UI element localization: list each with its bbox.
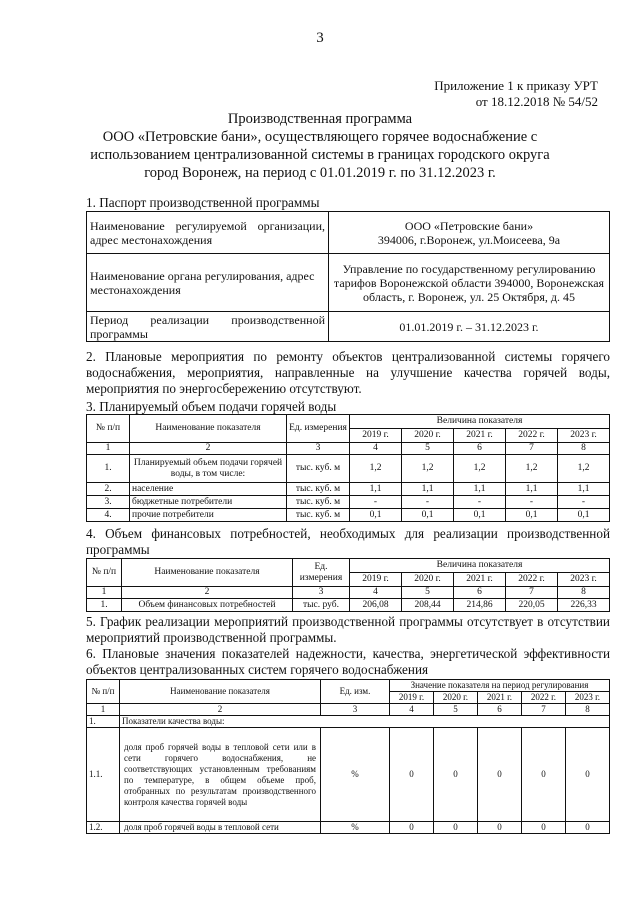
row-num: 1. <box>87 599 122 612</box>
column-number: 4 <box>350 587 402 599</box>
header-unit: Ед. измерения <box>293 559 350 587</box>
header-year: 2021 г. <box>477 692 521 704</box>
row-value: 0,1 <box>454 509 506 522</box>
row-unit: тыс. куб. м <box>287 509 350 522</box>
row-value: 1,1 <box>350 483 402 496</box>
column-number: 3 <box>321 704 390 716</box>
column-number: 4 <box>390 704 434 716</box>
header-num: № п/п <box>87 415 130 443</box>
appendix-reference <box>434 78 598 110</box>
row-num: 3. <box>87 496 130 509</box>
row-value: - <box>350 496 402 509</box>
title-line-4: город Воронеж, на период с 01.01.2019 г. по 31.12.2023 г. <box>144 165 496 181</box>
row-value: 1,1 <box>454 483 506 496</box>
header-group: Величина показателя <box>350 415 610 429</box>
column-number: 6 <box>454 443 506 455</box>
row-value: 0,1 <box>506 509 558 522</box>
header-year: 2023 г. <box>558 573 610 587</box>
header-year: 2022 г. <box>506 429 558 443</box>
title-line-1: Производственная программа <box>227 111 413 127</box>
table-header-row <box>87 559 610 573</box>
section-5-text: 5. График реализации мероприятий производственной программы отсутствует в отсутствии мероприятий производственной программы. <box>86 614 610 645</box>
row-value: 1,1 <box>558 483 610 496</box>
column-number: 8 <box>558 587 610 599</box>
section-4-heading: 4. Объем финансовых потребностей, необходимых для реализации производственной программы <box>86 526 610 557</box>
row-value: 206,08 <box>350 599 402 612</box>
row-num: 1.2. <box>87 822 120 834</box>
row-value: 1,1 <box>506 483 558 496</box>
header-year: 2023 г. <box>558 429 610 443</box>
row-value: 1,2 <box>350 455 402 483</box>
passport-value: 01.01.2019 г. – 31.12.2023 г. <box>329 312 610 342</box>
header-year: 2021 г. <box>454 573 506 587</box>
header-year: 2020 г. <box>402 573 454 587</box>
row-name: Планируемый объем подачи горячей воды, в том числе: <box>130 455 287 483</box>
row-value: 0 <box>565 822 609 834</box>
page-number: 3 <box>316 30 324 46</box>
table-row <box>87 455 610 483</box>
table-row <box>87 822 610 834</box>
section-1-heading: 1. Паспорт производственной программы <box>86 195 320 210</box>
row-value: - <box>454 496 506 509</box>
row-value: 1,2 <box>558 455 610 483</box>
table-header-row <box>87 415 610 429</box>
column-number: 3 <box>293 587 350 599</box>
row-value: 0 <box>565 728 609 822</box>
row-value: 208,44 <box>402 599 454 612</box>
row-value: 220,05 <box>506 599 558 612</box>
table-row <box>87 496 610 509</box>
row-value: 0 <box>390 728 434 822</box>
column-number: 6 <box>477 704 521 716</box>
column-number: 5 <box>402 587 454 599</box>
table-group-row <box>87 716 610 728</box>
appendix-line-2: от 18.12.2018 № 54/52 <box>475 94 598 109</box>
header-name: Наименование показателя <box>122 559 293 587</box>
row-value: 0 <box>477 728 521 822</box>
header-unit: Ед. изм. <box>321 680 390 704</box>
row-unit: тыс. руб. <box>293 599 350 612</box>
column-number: 8 <box>558 443 610 455</box>
section-3-heading: 3. Планируемый объем подачи горячей воды <box>86 399 337 414</box>
row-name: доля проб горячей воды в тепловой сети <box>120 822 321 834</box>
group-name: Показатели качества воды: <box>120 716 610 728</box>
header-year: 2021 г. <box>454 429 506 443</box>
column-number: 8 <box>565 704 609 716</box>
row-num: 2. <box>87 483 130 496</box>
column-number: 2 <box>130 443 287 455</box>
row-unit: тыс. куб. м <box>287 455 350 483</box>
row-value: 0,1 <box>350 509 402 522</box>
header-year: 2019 г. <box>350 573 402 587</box>
row-value: - <box>558 496 610 509</box>
column-number: 5 <box>433 704 477 716</box>
table-row <box>87 599 610 612</box>
column-number: 7 <box>521 704 565 716</box>
header-group: Значение показателя на период регулирования <box>390 680 610 692</box>
row-name: население <box>130 483 287 496</box>
header-num: № п/п <box>87 680 120 704</box>
table-row <box>87 483 610 496</box>
row-value: - <box>402 496 454 509</box>
row-value: 214,86 <box>454 599 506 612</box>
column-number-row <box>87 443 610 455</box>
row-value: 0 <box>477 822 521 834</box>
column-number: 5 <box>402 443 454 455</box>
passport-org-address: 394006, г.Воронеж, ул.Моисеева, 9а <box>377 232 561 247</box>
column-number: 7 <box>506 587 558 599</box>
document-title <box>60 110 580 182</box>
header-year: 2022 г. <box>521 692 565 704</box>
passport-value <box>329 212 610 254</box>
column-number: 1 <box>87 443 130 455</box>
header-year: 2023 г. <box>565 692 609 704</box>
table-row <box>87 312 610 342</box>
supply-volume-table <box>86 414 610 522</box>
row-value: 0 <box>433 822 477 834</box>
passport-org-name: ООО «Петровские бани» <box>404 218 534 233</box>
header-year: 2020 г. <box>433 692 477 704</box>
table-row <box>87 509 610 522</box>
header-year: 2019 г. <box>390 692 434 704</box>
passport-label: Наименование органа регулирования, адрес местонахождения <box>87 254 329 312</box>
title-line-2: ООО «Петровские бани», осуществляющего горячее водоснабжение с <box>102 129 538 145</box>
row-name: прочие потребители <box>130 509 287 522</box>
row-value: 1,1 <box>402 483 454 496</box>
column-number: 2 <box>122 587 293 599</box>
row-name: доля проб горячей воды в тепловой сети или в сети горячего водоснабжения, не соответствующих установленным требованиям по температуре, в общем объеме проб, отобранных по результатам производственного контроля качества горячей воды <box>120 728 321 822</box>
header-name: Наименование показателя <box>130 415 287 443</box>
title-line-3: использованием централизованной системы в границах городского округа <box>90 147 550 163</box>
header-year: 2022 г. <box>506 573 558 587</box>
column-number: 3 <box>287 443 350 455</box>
row-unit: % <box>321 728 390 822</box>
row-value: - <box>506 496 558 509</box>
column-number: 2 <box>120 704 321 716</box>
row-name: Объем финансовых потребностей <box>122 599 293 612</box>
passport-table <box>86 211 610 342</box>
row-unit: % <box>321 822 390 834</box>
column-number: 4 <box>350 443 402 455</box>
appendix-line-1: Приложение 1 к приказу УРТ <box>434 78 598 93</box>
column-number: 1 <box>87 704 120 716</box>
row-value: 1,2 <box>454 455 506 483</box>
group-num: 1. <box>87 716 120 728</box>
row-value: 1,2 <box>402 455 454 483</box>
row-name: бюджетные потребители <box>130 496 287 509</box>
header-unit: Ед. измерения <box>287 415 350 443</box>
header-num: № п/п <box>87 559 122 587</box>
row-num: 4. <box>87 509 130 522</box>
row-unit: тыс. куб. м <box>287 496 350 509</box>
header-name: Наименование показателя <box>120 680 321 704</box>
row-value: 0 <box>521 728 565 822</box>
table-row <box>87 212 610 254</box>
passport-label: Наименование регулируемой организации, адрес местонахождения <box>87 212 329 254</box>
row-unit: тыс. куб. м <box>287 483 350 496</box>
row-num: 1. <box>87 455 130 483</box>
row-num: 1.1. <box>87 728 120 822</box>
table-row <box>87 728 610 822</box>
row-value: 0 <box>433 728 477 822</box>
table-row <box>87 254 610 312</box>
row-value: 1,2 <box>506 455 558 483</box>
row-value: 0,1 <box>558 509 610 522</box>
table-header-row <box>87 680 610 692</box>
financial-needs-table <box>86 558 610 612</box>
row-value: 0,1 <box>402 509 454 522</box>
column-number: 1 <box>87 587 122 599</box>
passport-label: Период реализации производственной программы <box>87 312 329 342</box>
passport-value: Управление по государственному регулированию тарифов Воронежской области 394000, Воронежская область, г. Воронеж, ул. 25 Октября, д. 45 <box>329 254 610 312</box>
column-number: 6 <box>454 587 506 599</box>
row-value: 0 <box>390 822 434 834</box>
quality-indicators-table <box>86 679 610 834</box>
header-group: Величина показателя <box>350 559 610 573</box>
column-number: 7 <box>506 443 558 455</box>
column-number-row <box>87 704 610 716</box>
row-value: 0 <box>521 822 565 834</box>
section-6-heading: 6. Плановые значения показателей надежности, качества, энергетической эффективности объектов централизованных систем горячего водоснабжения <box>86 646 610 677</box>
header-year: 2020 г. <box>402 429 454 443</box>
column-number-row <box>87 587 610 599</box>
section-2-text: 2. Плановые мероприятия по ремонту объектов централизованной системы горячего водоснабжения, мероприятия, направленные на улучшение качества горячей воды, мероприятия по энергосбережению отсутствуют. <box>86 349 610 396</box>
row-value: 226,33 <box>558 599 610 612</box>
header-year: 2019 г. <box>350 429 402 443</box>
